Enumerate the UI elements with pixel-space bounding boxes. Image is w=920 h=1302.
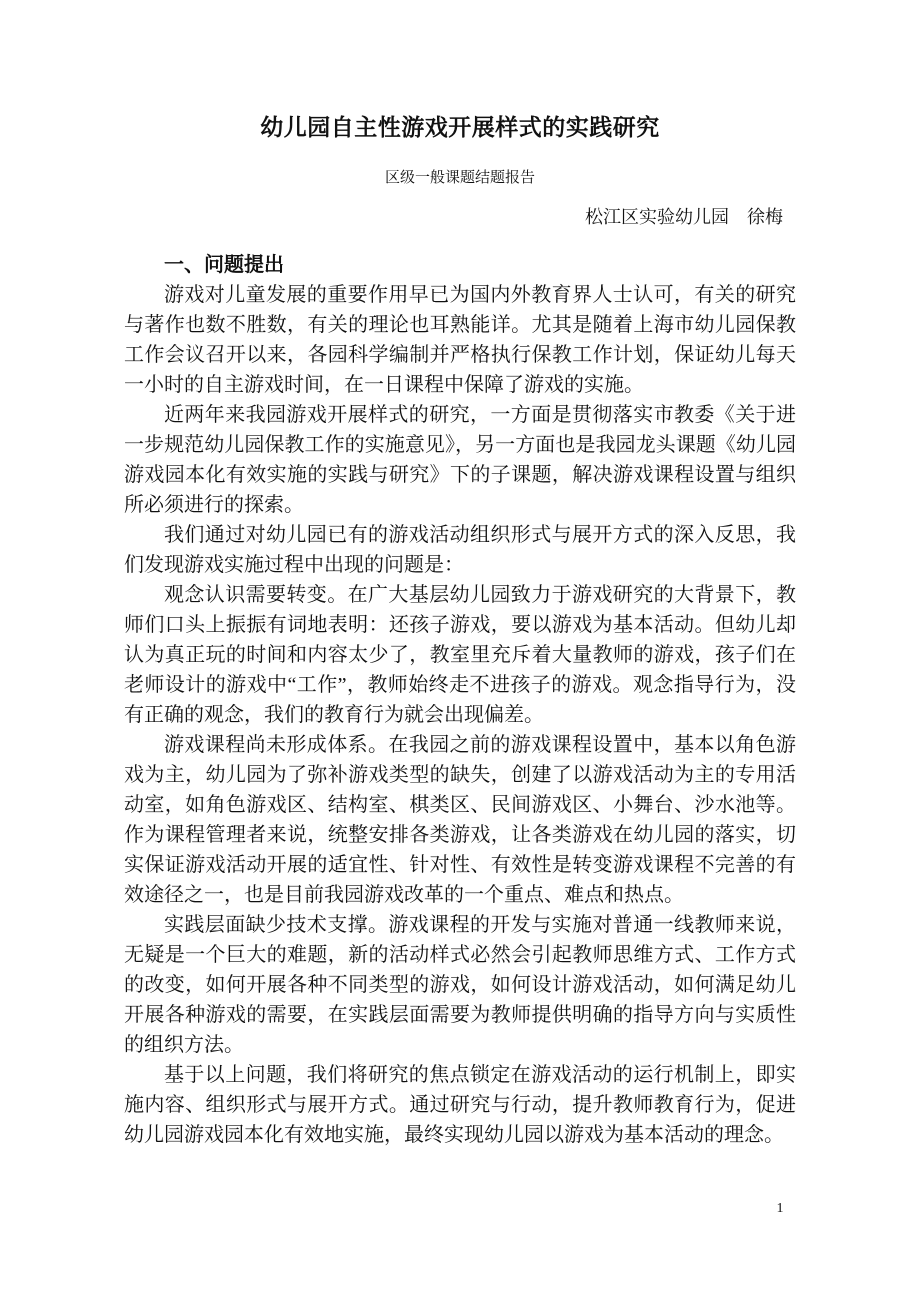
section-heading-problem-statement: 一、问题提出	[164, 254, 284, 276]
paragraph: 我们通过对幼儿园已有的游戏活动组织形式与展开方式的深入反思，我们发现游戏实施过程中出现的问题是：	[124, 524, 796, 576]
paragraph: 实践层面缺少技术支撑。游戏课程的开发与实施对普通一线教师来说，无疑是一个巨大的难题，新的活动样式必然会引起教师思维方式、工作方式的改变，如何开展各种不同类型的游戏，如何设计游戏活动，如何满足幼儿开展各种游戏的需要，在实践层面需要为教师提供明确的指导方向与实质性的组织方法。	[124, 914, 796, 1056]
paragraph: 游戏课程尚未形成体系。在我园之前的游戏课程设置中，基本以角色游戏为主，幼儿园为了弥补游戏类型的缺失，创建了以游戏活动为主的专用活动室，如角色游戏区、结构室、棋类区、民间游戏区、小舞台、沙水池等。作为课程管理者来说，统整安排各类游戏，让各类游戏在幼儿园的落实，切实保证游戏活动开展的适宜性、针对性、有效性是转变游戏课程不完善的有效途径之一，也是目前我园游戏改革的一个重点、难点和热点。	[124, 734, 796, 906]
paragraph: 基于以上问题，我们将研究的焦点锁定在游戏活动的运行机制上，即实施内容、组织形式与展开方式。通过研究与行动，提升教师教育行为，促进幼儿园游戏园本化有效地实施，最终实现幼儿园以游戏为基本活动的理念。	[124, 1064, 796, 1146]
document-content	[124, 0, 796, 1150]
paragraph: 游戏对儿童发展的重要作用早已为国内外教育界人士认可，有关的研究与著作也数不胜数，有关的理论也耳熟能详。尤其是随着上海市幼儿园保教工作会议召开以来，各园科学编制并严格执行保教工作计划，保证幼儿每天一小时的自主游戏时间，在一日课程中保障了游戏的实施。	[124, 284, 796, 396]
paragraph: 近两年来我园游戏开展样式的研究，一方面是贯彻落实市教委《关于进一步规范幼儿园保教工作的实施意见》，另一方面也是我园龙头课题《幼儿园游戏园本化有效实施的实践与研究》下的子课题，解决游戏课程设置与组织所必须进行的探索。	[124, 404, 796, 516]
paragraph: 观念认识需要转变。在广大基层幼儿园致力于游戏研究的大背景下，教师们口头上振振有词地表明：还孩子游戏，要以游戏为基本活动。但幼儿却认为真正玩的时间和内容太少了，教室里充斥着大量教师的游戏，孩子们在老师设计的游戏中“工作”，教师始终走不进孩子的游戏。观念指导行为，没有正确的观念，我们的教育行为就会出现偏差。	[124, 584, 796, 726]
author-line: 松江区实验幼儿园 徐梅	[585, 207, 783, 227]
page-number: 1	[776, 1201, 784, 1216]
document-title: 幼儿园自主性游戏开展样式的实践研究	[260, 115, 660, 140]
document-subtitle: 区级一般课题结题报告	[384, 170, 535, 186]
